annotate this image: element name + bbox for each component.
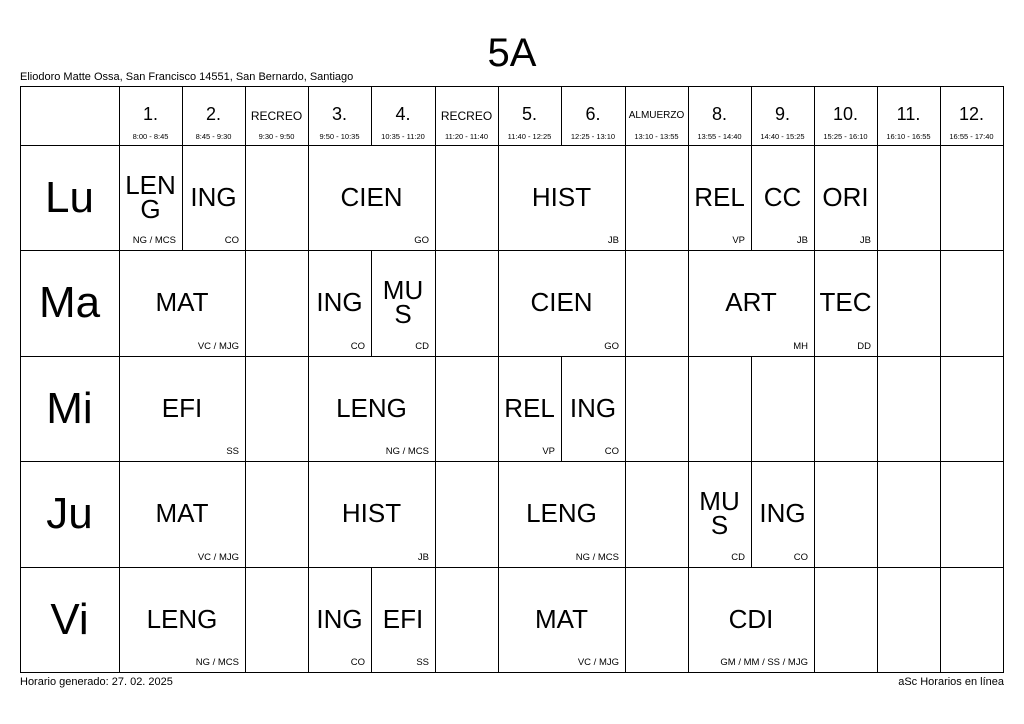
lesson-cell[interactable] (688, 250, 814, 356)
lesson-cell[interactable] (308, 145, 435, 250)
lesson-teacher: CO (604, 446, 619, 457)
day-label: Ju (46, 489, 93, 538)
column-divider (877, 461, 878, 567)
lesson-cell[interactable] (561, 356, 625, 461)
lesson-subject: ING (316, 287, 363, 317)
lesson-cell[interactable] (308, 250, 371, 356)
lesson-subject (688, 461, 751, 565)
lesson-subject-line: MU (382, 275, 424, 305)
column-time: 16:55 - 17:40 (949, 132, 994, 141)
lesson-teacher: CO (793, 552, 808, 563)
lesson-teacher: CO (350, 657, 365, 668)
lesson-cell[interactable] (371, 567, 435, 672)
generated-date: Horario generado: 27. 02. 2025 (20, 676, 173, 688)
lesson-teacher: VP (542, 446, 555, 457)
lesson-cell[interactable] (119, 250, 245, 356)
column-header (877, 86, 940, 145)
lesson-cell[interactable] (688, 461, 751, 567)
column-time: 11:40 - 12:25 (507, 132, 552, 141)
lesson-teacher: GO (604, 341, 619, 352)
column-label: RECREO (440, 109, 493, 123)
lesson-subject-line: G (140, 194, 161, 224)
lesson-cell[interactable] (814, 250, 877, 356)
column-divider (435, 145, 436, 250)
day-label: Ma (38, 278, 101, 327)
lesson-teacher: GM / MM / SS / MJG (720, 657, 808, 668)
lesson-subject: ING (569, 393, 617, 423)
lesson-subject: TEC (819, 287, 872, 317)
column-header (245, 86, 308, 145)
column-time: 11:20 - 11:40 (444, 132, 489, 141)
lesson-subject: CIEN (340, 182, 403, 212)
column-divider (625, 461, 626, 567)
column-divider (940, 567, 941, 672)
column-divider (877, 145, 878, 250)
day-label: Mi (46, 383, 93, 433)
column-time: 8:45 - 9:30 (195, 132, 232, 141)
brand-label: aSc Horarios en línea (898, 676, 1004, 688)
column-time: 9:30 - 9:50 (258, 132, 295, 141)
lesson-subject: ORI (822, 182, 869, 212)
lesson-subject: HIST (531, 182, 592, 212)
lesson-cell[interactable] (371, 250, 435, 356)
lesson-subject-line: S (394, 299, 412, 329)
column-label: 10. (832, 104, 859, 124)
column-header (308, 86, 371, 145)
lesson-teacher: VP (732, 235, 745, 246)
column-divider (435, 461, 436, 567)
column-header (814, 86, 877, 145)
lesson-teacher: VC / MJG (577, 657, 619, 668)
column-divider (245, 461, 246, 567)
column-header (940, 86, 1003, 145)
column-label: 3. (331, 104, 347, 124)
lesson-cell[interactable] (498, 145, 625, 250)
lesson-subject: MAT (155, 287, 209, 317)
lesson-teacher: NG / MCS (132, 235, 176, 246)
lesson-teacher: JB (417, 552, 429, 563)
lesson-cell[interactable] (751, 461, 814, 567)
lesson-teacher: SS (226, 446, 239, 457)
column-time: 15:25 - 16:10 (823, 132, 868, 141)
column-divider (940, 250, 941, 356)
column-label: 1. (142, 104, 158, 124)
lesson-cell[interactable] (688, 567, 814, 672)
lesson-teacher: CD (415, 341, 429, 352)
column-divider (688, 356, 689, 461)
column-divider (814, 461, 815, 567)
column-divider (625, 250, 626, 356)
column-label: 8. (711, 104, 727, 124)
column-divider (877, 356, 878, 461)
column-header (625, 86, 688, 145)
lesson-teacher: JB (859, 235, 871, 246)
lesson-teacher: JB (607, 235, 619, 246)
column-label: 11. (896, 104, 921, 124)
column-label: 4. (395, 104, 411, 124)
lesson-subject: ING (759, 498, 806, 528)
lesson-teacher: JB (796, 235, 808, 246)
column-divider (814, 356, 815, 461)
lesson-subject: REL (694, 182, 745, 212)
lesson-cell[interactable] (119, 567, 245, 672)
lesson-cell[interactable] (498, 461, 625, 567)
lesson-teacher: NG / MCS (385, 446, 429, 457)
lesson-teacher: CO (350, 341, 365, 352)
lesson-cell[interactable] (119, 145, 182, 250)
column-time: 8:00 - 8:45 (132, 132, 169, 141)
lesson-subject (119, 145, 182, 249)
lesson-subject: CC (763, 182, 802, 212)
lesson-teacher: CO (224, 235, 239, 246)
column-header (435, 86, 498, 145)
lesson-cell[interactable] (308, 356, 435, 461)
lesson-subject: EFI (382, 604, 424, 634)
column-header (688, 86, 751, 145)
column-divider (625, 567, 626, 672)
lesson-teacher: DD (857, 341, 871, 352)
column-divider (940, 356, 941, 461)
column-header (371, 86, 435, 145)
lesson-teacher: SS (416, 657, 429, 668)
lesson-subject: EFI (161, 393, 203, 423)
column-label: 9. (774, 104, 790, 124)
column-divider (245, 145, 246, 250)
lesson-cell[interactable] (498, 250, 625, 356)
lesson-teacher: NG / MCS (195, 657, 239, 668)
column-time: 13:55 - 14:40 (697, 132, 742, 141)
column-header (498, 86, 561, 145)
column-header (751, 86, 814, 145)
column-divider (877, 567, 878, 672)
column-label: RECREO (250, 109, 303, 123)
grid-border-bottom (20, 672, 1004, 673)
column-divider (625, 356, 626, 461)
column-divider (940, 145, 941, 250)
column-time: 16:10 - 16:55 (886, 132, 931, 141)
grid-border-right (1003, 86, 1004, 673)
day-label: Vi (50, 594, 89, 644)
lesson-subject: ING (316, 604, 363, 634)
lesson-subject-line: S (710, 510, 729, 540)
lesson-teacher: CD (731, 552, 745, 563)
lesson-subject: HIST (341, 498, 402, 528)
lesson-subject (371, 250, 435, 354)
lesson-subject: ART (725, 287, 777, 317)
column-divider (751, 356, 752, 461)
column-header (182, 86, 245, 145)
lesson-subject: LENG (336, 393, 407, 423)
lesson-subject: CDI (728, 604, 774, 634)
column-time: 12:25 - 13:10 (570, 132, 616, 141)
lesson-cell[interactable] (498, 356, 561, 461)
page-title: 5A (487, 31, 537, 75)
column-divider (814, 567, 815, 672)
lesson-subject-line: LEN (125, 170, 176, 200)
lesson-subject: CIEN (530, 287, 593, 317)
column-divider (940, 461, 941, 567)
lesson-subject: ING (190, 182, 237, 212)
column-label: 6. (585, 104, 601, 124)
column-divider (877, 250, 878, 356)
column-label: 12. (958, 104, 985, 124)
column-divider (245, 567, 246, 672)
column-divider (245, 356, 246, 461)
lesson-teacher: NG / MCS (575, 552, 619, 563)
column-divider (625, 145, 626, 250)
lesson-subject: MAT (535, 604, 588, 634)
lesson-subject: LENG (146, 604, 218, 634)
school-address: Eliodoro Matte Ossa, San Francisco 14551, San Bernardo, Santiago (20, 71, 354, 83)
lesson-cell[interactable] (751, 145, 814, 250)
column-label: ALMUERZO (628, 110, 685, 121)
column-time: 14:40 - 15:25 (760, 132, 805, 141)
lesson-cell[interactable] (688, 145, 751, 250)
lesson-cell[interactable] (814, 145, 877, 250)
column-divider (245, 250, 246, 356)
lesson-cell[interactable] (498, 567, 625, 672)
lesson-subject: REL (504, 393, 555, 423)
lesson-cell[interactable] (119, 461, 245, 567)
day-label: Lu (45, 172, 94, 222)
column-label: 2. (205, 104, 221, 124)
column-time: 10:35 - 11:20 (381, 132, 425, 141)
lesson-cell[interactable] (182, 145, 245, 250)
lesson-teacher: VC / MJG (197, 552, 239, 563)
lesson-subject: LENG (526, 498, 597, 528)
lesson-subject-line: MU (699, 486, 740, 516)
lesson-cell[interactable] (119, 356, 245, 461)
lesson-cell[interactable] (308, 461, 435, 567)
column-header (119, 86, 182, 145)
lesson-teacher: GO (414, 235, 429, 246)
column-time: 9:50 - 10:35 (319, 132, 360, 141)
column-divider (435, 567, 436, 672)
column-time: 13:10 - 13:55 (634, 132, 679, 141)
column-header (561, 86, 625, 145)
column-divider (435, 250, 436, 356)
lesson-subject: MAT (155, 498, 209, 528)
lesson-cell[interactable] (308, 567, 371, 672)
column-divider (435, 356, 436, 461)
lesson-teacher: VC / MJG (197, 341, 239, 352)
column-label: 5. (521, 104, 537, 124)
lesson-teacher: MH (793, 341, 808, 352)
